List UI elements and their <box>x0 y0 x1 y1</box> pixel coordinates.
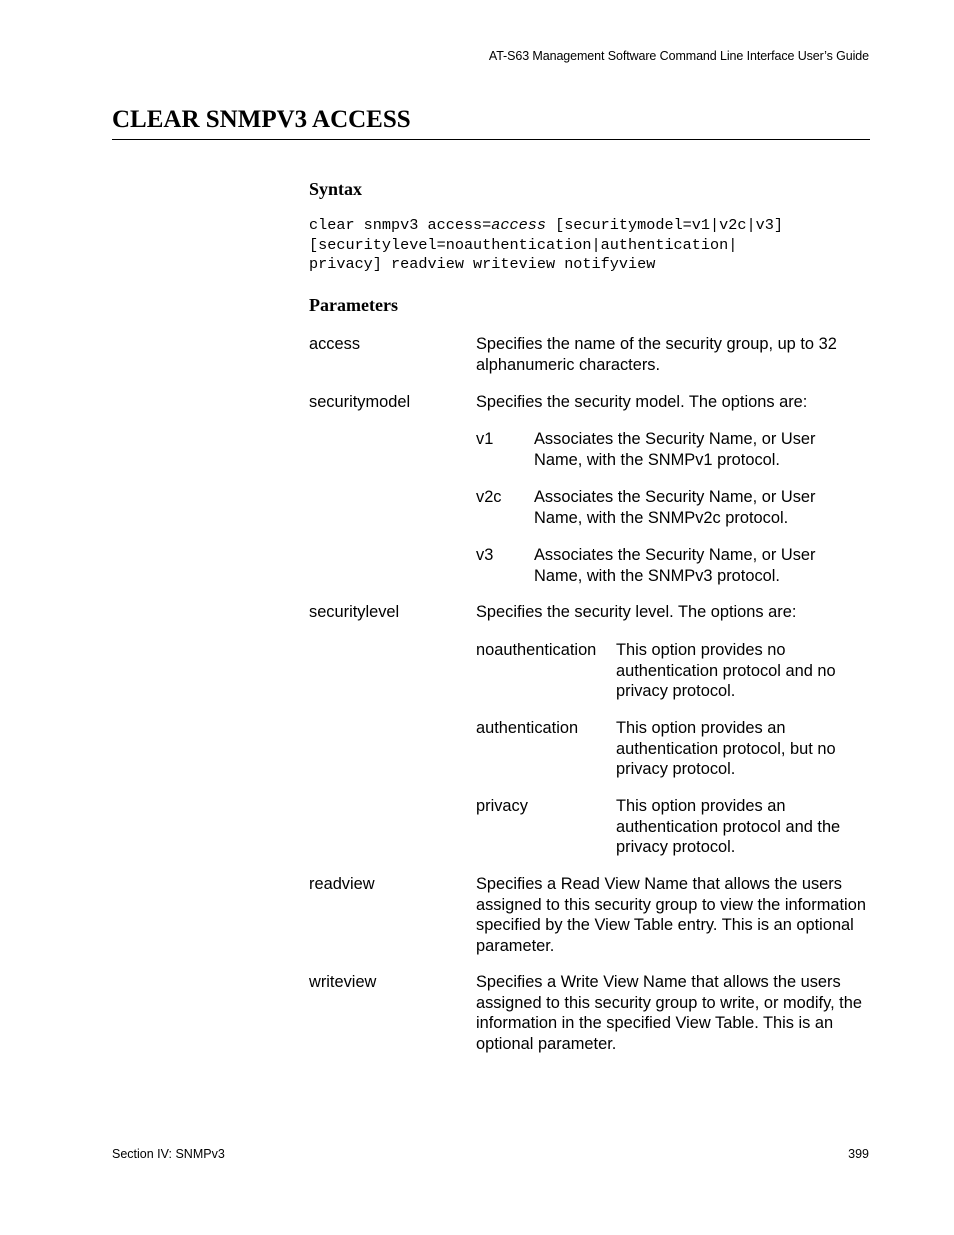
syntax-line-1 <box>309 216 783 236</box>
syntax-line-3: privacy] readview writeview notifyview <box>309 255 656 273</box>
option-name-noauthentication: noauthentication <box>476 641 597 659</box>
param-name-readview: readview <box>309 875 375 893</box>
param-name-writeview: writeview <box>309 973 377 991</box>
option-name-v2c: v2c <box>476 488 502 506</box>
option-name-v1: v1 <box>476 430 494 448</box>
param-desc-writeview: Specifies a Write View Name that allows the users assigned to this security group to write, or modify, the information in the specified View Table. This is an optional parameter. <box>476 973 862 1053</box>
syntax-line-1-suffix: [securitymodel=v1|v2c|v3] <box>545 216 783 234</box>
running-header: AT-S63 Management Software Command Line Interface User’s Guide <box>488 49 869 63</box>
param-desc-securitylevel: Specifies the security level. The options are: <box>476 603 797 621</box>
option-desc-v3: Associates the Security Name, or User Name, with the SNMPv3 protocol. <box>534 546 816 585</box>
option-desc-privacy: This option provides an authentication protocol and the privacy protocol. <box>616 797 841 856</box>
option-desc-noauthentication: This option provides no authentication protocol and no privacy protocol. <box>616 641 836 700</box>
param-name-securitymodel: securitymodel <box>309 393 411 411</box>
param-desc-securitymodel: Specifies the security model. The options are: <box>476 393 808 411</box>
option-desc-v2c: Associates the Security Name, or User Name, with the SNMPv2c protocol. <box>534 488 816 527</box>
syntax-line-2: [securitylevel=noauthentication|authentication| <box>309 235 738 254</box>
param-desc-readview: Specifies a Read View Name that allows the users assigned to this security group to view the information specified by the View Table entry. This is an optional parameter. <box>476 875 866 955</box>
page-number: 399 <box>848 1147 869 1161</box>
param-desc-access: Specifies the name of the security group, up to 32 alphanumeric characters. <box>476 335 837 374</box>
syntax-heading: Syntax <box>309 179 363 199</box>
option-name-authentication: authentication <box>476 719 579 737</box>
param-name-access: access <box>309 335 361 353</box>
option-name-v3: v3 <box>476 546 494 564</box>
syntax-code-block <box>309 216 783 275</box>
option-name-privacy: privacy <box>476 797 528 815</box>
title-divider <box>112 139 870 140</box>
param-name-securitylevel: securitylevel <box>309 603 400 621</box>
parameters-heading: Parameters <box>309 295 398 315</box>
syntax-access-placeholder: access <box>491 216 546 234</box>
syntax-line-1-prefix: clear snmpv3 access= <box>309 216 492 234</box>
page-title: CLEAR SNMPV3 ACCESS <box>112 106 411 133</box>
footer-section-label: Section IV: SNMPv3 <box>112 1147 225 1161</box>
option-desc-authentication: This option provides an authentication protocol, but no privacy protocol. <box>616 719 836 778</box>
option-desc-v1: Associates the Security Name, or User Name, with the SNMPv1 protocol. <box>534 430 816 469</box>
